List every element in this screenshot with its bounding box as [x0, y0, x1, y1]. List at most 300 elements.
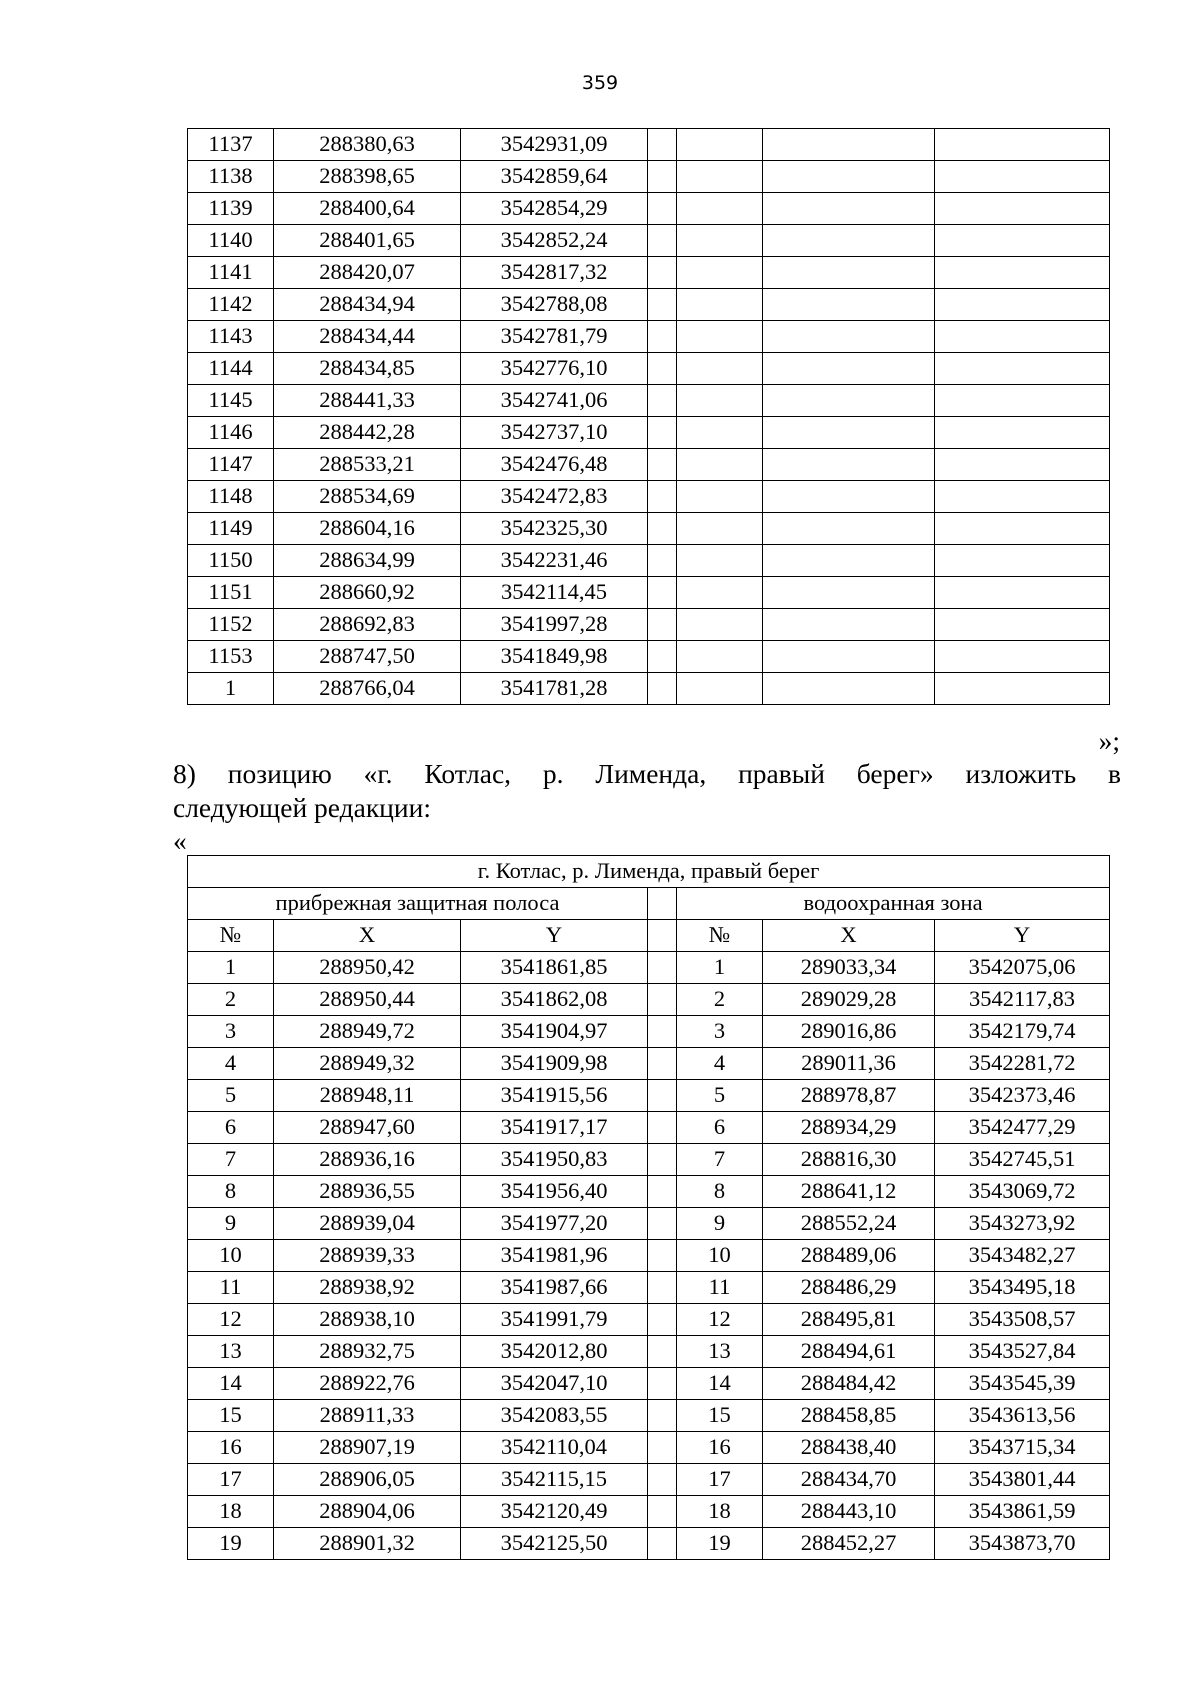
column-header-y: Y [935, 920, 1110, 952]
strip-point-number-cell: 2 [188, 984, 274, 1016]
empty-cell [677, 513, 763, 545]
empty-cell [648, 673, 677, 705]
table-row [188, 481, 1110, 513]
table-row [188, 1496, 1110, 1528]
point-number-cell: 1152 [188, 609, 274, 641]
table-row [188, 1400, 1110, 1432]
coord-x-cell: 288533,21 [274, 449, 461, 481]
strip-point-number-cell: 13 [188, 1336, 274, 1368]
table-row [188, 545, 1110, 577]
table-row [188, 1304, 1110, 1336]
strip-point-number-cell: 7 [188, 1144, 274, 1176]
empty-cell [935, 257, 1110, 289]
empty-cell [648, 193, 677, 225]
zone-point-number-cell: 7 [677, 1144, 763, 1176]
coord-y-cell: 3542476,48 [461, 449, 648, 481]
table-row [188, 449, 1110, 481]
empty-cell [935, 353, 1110, 385]
empty-cell [935, 225, 1110, 257]
coord-y-cell: 3541849,98 [461, 641, 648, 673]
point-number-cell: 1138 [188, 161, 274, 193]
zone-coord-y-cell: 3542477,29 [935, 1112, 1110, 1144]
zone-coord-x-cell: 288458,85 [763, 1400, 935, 1432]
empty-cell [648, 417, 677, 449]
zone-coord-x-cell: 288816,30 [763, 1144, 935, 1176]
zone-point-number-cell: 9 [677, 1208, 763, 1240]
strip-coord-x-cell: 288939,04 [274, 1208, 461, 1240]
zone-coord-x-cell: 289029,28 [763, 984, 935, 1016]
table-row [188, 321, 1110, 353]
empty-cell [763, 609, 935, 641]
strip-coord-y-cell: 3542047,10 [461, 1368, 648, 1400]
zone-point-number-cell: 4 [677, 1048, 763, 1080]
strip-point-number-cell: 6 [188, 1112, 274, 1144]
strip-coord-x-cell: 288911,33 [274, 1400, 461, 1432]
zone-coord-x-cell: 288495,81 [763, 1304, 935, 1336]
zone-coord-y-cell: 3543508,57 [935, 1304, 1110, 1336]
strip-point-number-cell: 18 [188, 1496, 274, 1528]
table-row [188, 1176, 1110, 1208]
empty-cell [648, 513, 677, 545]
empty-cell [935, 449, 1110, 481]
water-protection-zone-header: водоохранная зона [677, 888, 1110, 920]
point-number-cell: 1150 [188, 545, 274, 577]
table-row [188, 641, 1110, 673]
strip-coord-x-cell: 288904,06 [274, 1496, 461, 1528]
table-row [188, 1112, 1110, 1144]
coord-y-cell: 3542741,06 [461, 385, 648, 417]
table-row [188, 1144, 1110, 1176]
empty-cell [648, 609, 677, 641]
strip-point-number-cell: 8 [188, 1176, 274, 1208]
empty-cell [763, 545, 935, 577]
table-row [188, 353, 1110, 385]
point-number-cell: 1145 [188, 385, 274, 417]
column-header-number: № [188, 920, 274, 952]
coord-x-cell: 288692,83 [274, 609, 461, 641]
zone-point-number-cell: 14 [677, 1368, 763, 1400]
separator-cell [648, 1528, 677, 1560]
strip-coord-x-cell: 288932,75 [274, 1336, 461, 1368]
empty-cell [935, 385, 1110, 417]
coord-x-cell: 288604,16 [274, 513, 461, 545]
separator-cell [648, 920, 677, 952]
strip-coord-y-cell: 3541991,79 [461, 1304, 648, 1336]
strip-coord-y-cell: 3541956,40 [461, 1176, 648, 1208]
strip-coord-y-cell: 3542125,50 [461, 1528, 648, 1560]
strip-point-number-cell: 14 [188, 1368, 274, 1400]
strip-coord-y-cell: 3542120,49 [461, 1496, 648, 1528]
empty-cell [935, 513, 1110, 545]
zone-coord-x-cell: 288452,27 [763, 1528, 935, 1560]
empty-cell [763, 161, 935, 193]
zone-coord-x-cell: 288934,29 [763, 1112, 935, 1144]
zone-coord-y-cell: 3543801,44 [935, 1464, 1110, 1496]
separator-cell [648, 984, 677, 1016]
table-row [188, 289, 1110, 321]
table-row [188, 257, 1110, 289]
strip-point-number-cell: 15 [188, 1400, 274, 1432]
empty-cell [935, 641, 1110, 673]
empty-cell [763, 513, 935, 545]
point-number-cell: 1146 [188, 417, 274, 449]
table-row [188, 513, 1110, 545]
page-number: 359 [581, 72, 619, 94]
coord-y-cell: 3542472,83 [461, 481, 648, 513]
empty-cell [677, 225, 763, 257]
empty-cell [763, 129, 935, 161]
coord-y-cell: 3542931,09 [461, 129, 648, 161]
strip-coord-x-cell: 288949,32 [274, 1048, 461, 1080]
column-header-x: X [274, 920, 461, 952]
table-row [188, 385, 1110, 417]
strip-coord-x-cell: 288938,92 [274, 1272, 461, 1304]
zone-coord-x-cell: 288484,42 [763, 1368, 935, 1400]
empty-cell [763, 417, 935, 449]
strip-coord-y-cell: 3541981,96 [461, 1240, 648, 1272]
empty-cell [648, 161, 677, 193]
coord-x-cell: 288434,85 [274, 353, 461, 385]
strip-point-number-cell: 4 [188, 1048, 274, 1080]
point-number-cell: 1141 [188, 257, 274, 289]
empty-cell [935, 545, 1110, 577]
empty-cell [935, 673, 1110, 705]
table-row [188, 129, 1110, 161]
strip-point-number-cell: 11 [188, 1272, 274, 1304]
strip-point-number-cell: 3 [188, 1016, 274, 1048]
coord-x-cell: 288398,65 [274, 161, 461, 193]
zone-coord-x-cell: 288438,40 [763, 1432, 935, 1464]
zone-coord-y-cell: 3543545,39 [935, 1368, 1110, 1400]
coord-y-cell: 3542776,10 [461, 353, 648, 385]
table-row [188, 609, 1110, 641]
point-number-cell: 1 [188, 673, 274, 705]
table-row [188, 673, 1110, 705]
empty-cell [677, 321, 763, 353]
strip-coord-x-cell: 288950,44 [274, 984, 461, 1016]
zone-coord-y-cell: 3543715,34 [935, 1432, 1110, 1464]
zone-coord-y-cell: 3542745,51 [935, 1144, 1110, 1176]
empty-cell [935, 577, 1110, 609]
strip-coord-x-cell: 288922,76 [274, 1368, 461, 1400]
separator-cell [648, 1208, 677, 1240]
separator-cell [648, 1176, 677, 1208]
coord-y-cell: 3542788,08 [461, 289, 648, 321]
paragraph-line-2: следующей редакции: [173, 792, 431, 823]
strip-coord-x-cell: 288938,10 [274, 1304, 461, 1336]
point-number-cell: 1140 [188, 225, 274, 257]
table-row [188, 1240, 1110, 1272]
coord-y-cell: 3542231,46 [461, 545, 648, 577]
strip-coord-y-cell: 3541915,56 [461, 1080, 648, 1112]
column-header-x: X [763, 920, 935, 952]
zone-coord-x-cell: 288486,29 [763, 1272, 935, 1304]
coord-y-cell: 3541781,28 [461, 673, 648, 705]
coord-x-cell: 288380,63 [274, 129, 461, 161]
empty-cell [763, 385, 935, 417]
zone-point-number-cell: 17 [677, 1464, 763, 1496]
empty-cell [677, 449, 763, 481]
strip-coord-y-cell: 3542083,55 [461, 1400, 648, 1432]
empty-cell [677, 353, 763, 385]
empty-cell [677, 673, 763, 705]
empty-cell [677, 385, 763, 417]
point-number-cell: 1143 [188, 321, 274, 353]
table-row [188, 225, 1110, 257]
table-row [188, 193, 1110, 225]
empty-cell [677, 481, 763, 513]
table-title: г. Котлас, р. Лименда, правый берег [188, 856, 1110, 888]
empty-cell [677, 289, 763, 321]
zone-point-number-cell: 1 [677, 952, 763, 984]
empty-cell [763, 289, 935, 321]
strip-coord-x-cell: 288901,32 [274, 1528, 461, 1560]
zone-point-number-cell: 8 [677, 1176, 763, 1208]
zone-coord-y-cell: 3543861,59 [935, 1496, 1110, 1528]
point-number-cell: 1148 [188, 481, 274, 513]
strip-point-number-cell: 17 [188, 1464, 274, 1496]
strip-coord-x-cell: 288936,16 [274, 1144, 461, 1176]
strip-coord-y-cell: 3542110,04 [461, 1432, 648, 1464]
point-number-cell: 1144 [188, 353, 274, 385]
strip-coord-y-cell: 3541861,85 [461, 952, 648, 984]
paragraph-line-1: 8) позицию «г. Котлас, р. Лименда, правый берег» изложить в [173, 758, 1121, 789]
table-row [188, 1048, 1110, 1080]
empty-cell [763, 481, 935, 513]
separator-cell [648, 1240, 677, 1272]
coord-x-cell: 288434,94 [274, 289, 461, 321]
strip-coord-y-cell: 3541987,66 [461, 1272, 648, 1304]
zone-coord-y-cell: 3542373,46 [935, 1080, 1110, 1112]
separator-cell [648, 1016, 677, 1048]
empty-cell [648, 321, 677, 353]
zone-coord-y-cell: 3542179,74 [935, 1016, 1110, 1048]
point-number-cell: 1137 [188, 129, 274, 161]
coord-x-cell: 288401,65 [274, 225, 461, 257]
strip-coord-y-cell: 3541862,08 [461, 984, 648, 1016]
coord-x-cell: 288442,28 [274, 417, 461, 449]
column-header-y: Y [461, 920, 648, 952]
zone-coord-x-cell: 288443,10 [763, 1496, 935, 1528]
empty-cell [648, 385, 677, 417]
table-row [188, 417, 1110, 449]
separator-cell [648, 1304, 677, 1336]
coord-y-cell: 3542781,79 [461, 321, 648, 353]
zone-coord-y-cell: 3543873,70 [935, 1528, 1110, 1560]
empty-cell [935, 481, 1110, 513]
zone-coord-x-cell: 288552,24 [763, 1208, 935, 1240]
empty-cell [935, 417, 1110, 449]
zone-point-number-cell: 5 [677, 1080, 763, 1112]
table-row [188, 1432, 1110, 1464]
zone-coord-y-cell: 3543527,84 [935, 1336, 1110, 1368]
zone-coord-y-cell: 3543495,18 [935, 1272, 1110, 1304]
empty-cell [648, 449, 677, 481]
strip-point-number-cell: 1 [188, 952, 274, 984]
strip-point-number-cell: 9 [188, 1208, 274, 1240]
separator-cell [648, 1048, 677, 1080]
coord-y-cell: 3542852,24 [461, 225, 648, 257]
empty-cell [763, 321, 935, 353]
strip-coord-y-cell: 3541950,83 [461, 1144, 648, 1176]
separator-cell [648, 1080, 677, 1112]
empty-cell [677, 577, 763, 609]
strip-coord-y-cell: 3542012,80 [461, 1336, 648, 1368]
empty-cell [763, 353, 935, 385]
closing-quote: »; [1098, 725, 1120, 756]
point-number-cell: 1142 [188, 289, 274, 321]
separator-cell [648, 1272, 677, 1304]
separator-cell [648, 888, 677, 920]
coord-y-cell: 3542114,45 [461, 577, 648, 609]
zone-point-number-cell: 18 [677, 1496, 763, 1528]
coord-x-cell: 288400,64 [274, 193, 461, 225]
table-column-header-row [188, 920, 1110, 952]
table-row [188, 1368, 1110, 1400]
coastal-strip-header: прибрежная защитная полоса [188, 888, 648, 920]
strip-coord-x-cell: 288948,11 [274, 1080, 461, 1112]
zone-point-number-cell: 2 [677, 984, 763, 1016]
empty-cell [935, 321, 1110, 353]
strip-coord-x-cell: 288906,05 [274, 1464, 461, 1496]
point-number-cell: 1153 [188, 641, 274, 673]
strip-coord-x-cell: 288907,19 [274, 1432, 461, 1464]
strip-coord-x-cell: 288939,33 [274, 1240, 461, 1272]
empty-cell [763, 577, 935, 609]
table-row [188, 952, 1110, 984]
strip-coord-y-cell: 3541917,17 [461, 1112, 648, 1144]
coord-x-cell: 288434,44 [274, 321, 461, 353]
separator-cell [648, 1336, 677, 1368]
table-row [188, 984, 1110, 1016]
table-row [188, 161, 1110, 193]
strip-point-number-cell: 10 [188, 1240, 274, 1272]
zone-coord-x-cell: 288494,61 [763, 1336, 935, 1368]
zone-coord-y-cell: 3543069,72 [935, 1176, 1110, 1208]
opening-quote: « [173, 825, 187, 856]
separator-cell [648, 1144, 677, 1176]
strip-coord-y-cell: 3541904,97 [461, 1016, 648, 1048]
zone-coord-x-cell: 289033,34 [763, 952, 935, 984]
zone-coord-y-cell: 3543482,27 [935, 1240, 1110, 1272]
empty-cell [677, 257, 763, 289]
coord-y-cell: 3542737,10 [461, 417, 648, 449]
coord-x-cell: 288766,04 [274, 673, 461, 705]
empty-cell [648, 289, 677, 321]
zone-point-number-cell: 19 [677, 1528, 763, 1560]
empty-cell [677, 545, 763, 577]
separator-cell [648, 952, 677, 984]
table-row [188, 1016, 1110, 1048]
empty-cell [648, 129, 677, 161]
coord-x-cell: 288441,33 [274, 385, 461, 417]
coord-y-cell: 3542854,29 [461, 193, 648, 225]
coord-y-cell: 3541997,28 [461, 609, 648, 641]
coord-y-cell: 3542817,32 [461, 257, 648, 289]
table-row [188, 1528, 1110, 1560]
strip-point-number-cell: 5 [188, 1080, 274, 1112]
empty-cell [677, 609, 763, 641]
strip-coord-x-cell: 288936,55 [274, 1176, 461, 1208]
zone-point-number-cell: 10 [677, 1240, 763, 1272]
empty-cell [648, 225, 677, 257]
table-row [188, 1272, 1110, 1304]
column-header-number: № [677, 920, 763, 952]
strip-point-number-cell: 19 [188, 1528, 274, 1560]
empty-cell [648, 641, 677, 673]
zone-point-number-cell: 6 [677, 1112, 763, 1144]
empty-cell [763, 257, 935, 289]
empty-cell [763, 225, 935, 257]
empty-cell [648, 481, 677, 513]
separator-cell [648, 1496, 677, 1528]
coord-x-cell: 288634,99 [274, 545, 461, 577]
zone-coord-x-cell: 288489,06 [763, 1240, 935, 1272]
coord-x-cell: 288420,07 [274, 257, 461, 289]
empty-cell [648, 257, 677, 289]
zone-point-number-cell: 11 [677, 1272, 763, 1304]
empty-cell [763, 193, 935, 225]
zone-coord-y-cell: 3542075,06 [935, 952, 1110, 984]
zone-point-number-cell: 12 [677, 1304, 763, 1336]
point-number-cell: 1139 [188, 193, 274, 225]
separator-cell [648, 1112, 677, 1144]
empty-cell [935, 193, 1110, 225]
zone-point-number-cell: 3 [677, 1016, 763, 1048]
coord-x-cell: 288534,69 [274, 481, 461, 513]
zone-coord-x-cell: 288434,70 [763, 1464, 935, 1496]
zone-coord-y-cell: 3543273,92 [935, 1208, 1110, 1240]
table-row [188, 1464, 1110, 1496]
empty-cell [763, 641, 935, 673]
zone-coord-y-cell: 3543613,56 [935, 1400, 1110, 1432]
coordinates-table-continued [187, 128, 1110, 705]
point-number-cell: 1151 [188, 577, 274, 609]
limenda-coordinates-table [187, 855, 1110, 1560]
table-row [188, 1080, 1110, 1112]
strip-coord-y-cell: 3541909,98 [461, 1048, 648, 1080]
empty-cell [648, 545, 677, 577]
zone-point-number-cell: 15 [677, 1400, 763, 1432]
zone-coord-x-cell: 289016,86 [763, 1016, 935, 1048]
zone-coord-y-cell: 3542117,83 [935, 984, 1110, 1016]
table-row [188, 1336, 1110, 1368]
point-number-cell: 1147 [188, 449, 274, 481]
strip-coord-x-cell: 288949,72 [274, 1016, 461, 1048]
empty-cell [648, 577, 677, 609]
table-row [188, 577, 1110, 609]
zone-point-number-cell: 13 [677, 1336, 763, 1368]
empty-cell [763, 449, 935, 481]
table-section-header-row [188, 888, 1110, 920]
strip-coord-x-cell: 288950,42 [274, 952, 461, 984]
zone-coord-x-cell: 288978,87 [763, 1080, 935, 1112]
strip-point-number-cell: 16 [188, 1432, 274, 1464]
table-row [188, 1208, 1110, 1240]
empty-cell [677, 641, 763, 673]
coord-y-cell: 3542325,30 [461, 513, 648, 545]
separator-cell [648, 1464, 677, 1496]
strip-coord-y-cell: 3542115,15 [461, 1464, 648, 1496]
zone-coord-x-cell: 288641,12 [763, 1176, 935, 1208]
empty-cell [763, 673, 935, 705]
zone-coord-y-cell: 3542281,72 [935, 1048, 1110, 1080]
coord-x-cell: 288747,50 [274, 641, 461, 673]
zone-point-number-cell: 16 [677, 1432, 763, 1464]
table-title-row [188, 856, 1110, 888]
empty-cell [648, 353, 677, 385]
strip-coord-x-cell: 288947,60 [274, 1112, 461, 1144]
